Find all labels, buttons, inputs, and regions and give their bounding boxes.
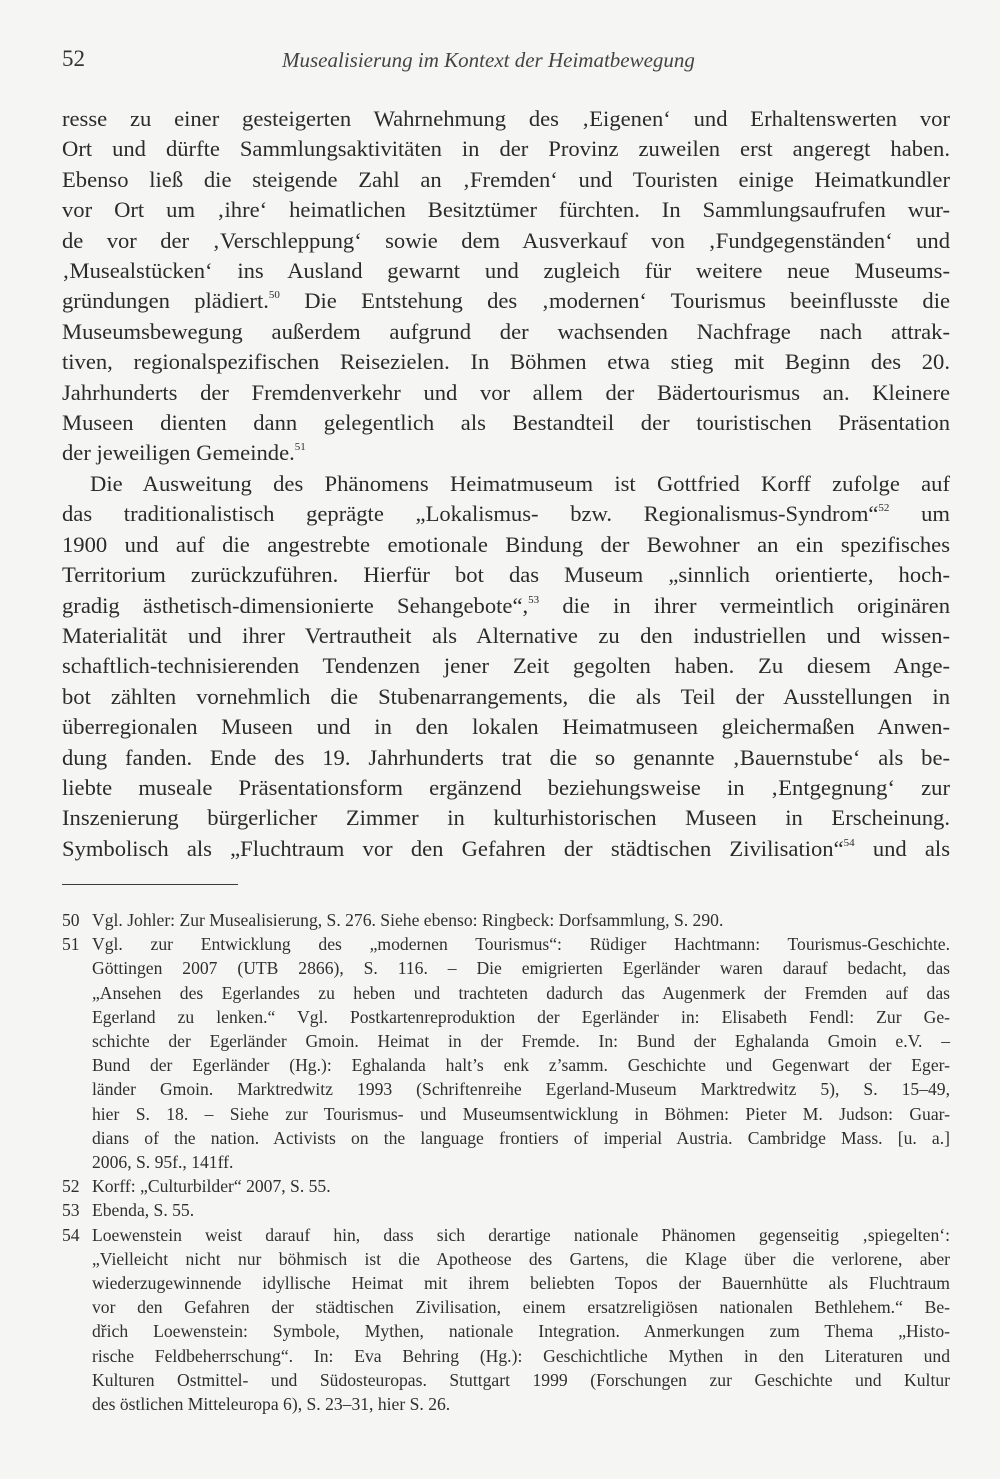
footnote-line: Göttingen 2007 (UTB 2866), S. 116. – Die emigrierten Egerländer waren darauf bedacht, das xyxy=(92,958,950,979)
body-text-span: gradig ästhetisch-dimensionierte Sehangebote“, xyxy=(62,592,529,618)
footnote-number: 53 xyxy=(62,1200,80,1221)
body-line: schaftlich-technisierenden Tendenzen jener Zeit gegolten haben. Zu diesem Ange- xyxy=(62,653,950,679)
body-line: bot zählten vornehmlich die Stubenarrangements, die als Teil der Ausstellungen in xyxy=(62,683,950,709)
body-line: Jahrhunderts der Fremdenverkehr und vor allem der Bädertourismus an. Kleinere xyxy=(62,379,950,405)
footnote-line: 2006, S. 95f., 141ff. xyxy=(92,1152,234,1173)
body-line xyxy=(62,591,950,621)
body-line: dung fanden. Ende des 19. Jahrhunderts trat die so genannte ‚Bauernstube‘ als be- xyxy=(62,744,950,770)
body-line: Materialität und ihrer Vertrautheit als Alternative zu den industriellen und wissen- xyxy=(62,622,950,648)
footnote-line: „Vielleicht nicht nur böhmisch ist die Apotheose des Gartens, die Klage über die verlorene, aber xyxy=(92,1248,950,1269)
body-line: Museen dienten dann gelegentlich als Bestandteil der touristischen Präsentation xyxy=(62,410,950,436)
body-text-span: gründungen plädiert. xyxy=(62,288,269,314)
footnote-line: länder Gmoin. Marktredwitz 1993 (Schriftenreihe Egerland-Museum Marktredwitz 5), S. 15–49, xyxy=(92,1079,950,1100)
body-text-span: und als xyxy=(854,835,950,861)
footnote-line: des östlichen Mitteleuropa 6), S. 23–31, hier S. 26. xyxy=(92,1394,451,1415)
footnote-number: 54 xyxy=(62,1224,80,1245)
body-line: Inszenierung bürgerlicher Zimmer in kulturhistorischen Museen in Erscheinung. xyxy=(62,805,950,831)
body-text-span: Die Entstehung des ‚modernen‘ Tourismus beeinflusste die xyxy=(279,288,950,314)
footnote-51 xyxy=(62,932,950,1174)
body-text-span: der jeweiligen Gemeinde. xyxy=(62,440,295,466)
footnote-line: hier S. 18. – Siehe zur Tourismus- und Museumsentwicklung in Böhmen: Pieter M. Judson: Guar- xyxy=(92,1103,950,1124)
body-line: ‚Musealstücken‘ ins Ausland gewarnt und zugleich für weitere neue Museums- xyxy=(62,258,950,284)
body-line: Die Ausweitung des Phänomens Heimatmuseum ist Gottfried Korff zufolge auf xyxy=(90,470,950,496)
body-line: de vor der ‚Verschleppung‘ sowie dem Ausverkauf von ‚Fundgegenständen‘ und xyxy=(62,227,950,253)
footnote-54 xyxy=(62,1223,950,1417)
footnote-line: Ebenda, S. 55. xyxy=(92,1200,195,1221)
main-text xyxy=(62,104,950,864)
footnote-line: Vgl. Johler: Zur Musealisierung, S. 276. Siehe ebenso: Ringbeck: Dorfsammlung, S. 290. xyxy=(92,910,724,930)
body-text-span: das traditionalistisch geprägte „Lokalismus- bzw. Regionalismus-Syndrom“ xyxy=(62,501,879,527)
footnote-line: dians of the nation. Activists on the language frontiers of imperial Austria. Cambridge Mass. [u. a.] xyxy=(92,1127,950,1148)
footnote-line: Egerland zu lenken.“ Vgl. Postkartenreproduktion der Egerländer in: Elisabeth Fendl: Zur Ge- xyxy=(92,1006,950,1027)
footnote-line: schichte der Egerländer Gmoin. Heimat in der Fremde. In: Bund der Eghalanda Gmoin e.V. – xyxy=(92,1031,950,1052)
page-number: 52 xyxy=(62,46,85,71)
body-line: Ebenso ließ die steigende Zahl an ‚Fremden‘ und Touristen einige Heimatkundler xyxy=(62,166,950,192)
body-text-span: Symbolisch als „Fluchtraum vor den Gefahren der städtischen Zivilisation“ xyxy=(62,835,844,861)
footnote-50 xyxy=(62,908,950,932)
body-line: tiven, regionalspezifischen Reisezielen. In Böhmen etwa stieg mit Beginn des 20. xyxy=(62,349,950,375)
body-line: Museumsbewegung außerdem aufgrund der wachsenden Nachfrage nach attrak- xyxy=(62,318,950,344)
body-line xyxy=(62,499,950,529)
footnote-ref-53[interactable]: 53 xyxy=(528,593,540,606)
footnote-number: 52 xyxy=(62,1176,80,1197)
body-line: Ort und dürfte Sammlungsaktivitäten in der Provinz zuweilen erst angeregt haben. xyxy=(62,136,950,162)
footnote-number: 51 xyxy=(62,934,80,955)
footnote-line: wiederzugewinnende idyllische Heimat mit ihrem beliebten Topos der Bauernhütte als Fluchtraum xyxy=(92,1273,950,1294)
running-title: Musealisierung im Kontext der Heimatbewegung xyxy=(282,48,695,72)
footnote-line: dřich Loewenstein: Symbole, Mythen, nationale Integration. Anmerkungen zum Thema „Histo- xyxy=(92,1321,950,1342)
footnote-line: vor den Gefahren der städtischen Zivilisation, einem ersatzreligiösen nationalen Bethlehem.“ Be- xyxy=(92,1297,950,1318)
footnote-53 xyxy=(62,1198,950,1222)
body-line: überregionalen Museen und in den lokalen Heimatmuseen gleichermaßen Anwen- xyxy=(62,714,950,740)
footnote-ref-52[interactable]: 52 xyxy=(878,502,890,515)
footnote-52 xyxy=(62,1174,950,1198)
footnote-line: „Ansehen des Egerlandes zu heben und trachteten dadurch das Augenmerk der Fremden auf das xyxy=(92,982,950,1003)
body-line xyxy=(62,438,950,468)
footnotes xyxy=(62,908,950,1416)
body-line: resse zu einer gesteigerten Wahrnehmung des ‚Eigenen‘ und Erhaltenswerten vor xyxy=(62,106,950,131)
footnote-ref-51[interactable]: 51 xyxy=(294,441,306,454)
footnote-line: Bund der Egerländer (Hg.): Eghalanda halt’s enk z’samm. Geschichte und Gegenwart der Eger- xyxy=(92,1055,950,1076)
body-line: 1900 und auf die angestrebte emotionale Bindung der Bewohner an ein spezifisches xyxy=(62,531,950,557)
body-text-span: die in ihrer vermeintlich originären xyxy=(539,592,950,618)
body-text-span: um xyxy=(889,501,950,527)
footnote-number: 50 xyxy=(62,910,80,930)
body-line: vor Ort um ‚ihre‘ heimatlichen Besitztümer fürchten. In Sammlungsaufrufen wur- xyxy=(62,197,950,223)
body-line: Territorium zurückzuführen. Hierfür bot das Museum „sinnlich orientierte, hoch- xyxy=(62,562,950,588)
footnote-line: Kulturen Ostmittel- und Südosteuropas. Stuttgart 1999 (Forschungen zur Geschichte und Kultur xyxy=(92,1369,950,1390)
running-head xyxy=(62,46,952,76)
body-line: liebte museale Präsentationsform ergänzend beziehungsweise in ‚Entgegnung‘ zur xyxy=(62,774,950,800)
footnote-line: Vgl. zur Entwicklung des „modernen Tourismus“: Rüdiger Hachtmann: Tourismus-Geschichte. xyxy=(92,934,950,955)
footnote-divider xyxy=(62,884,238,885)
footnote-line: rische Feldbeherrschung“. In: Eva Behring (Hg.): Geschichtliche Mythen in den Literaturen und xyxy=(92,1345,950,1366)
body-line xyxy=(62,834,950,864)
footnote-line: Loewenstein weist darauf hin, dass sich derartige nationale Phänomen gegenseitig ‚spiegelten‘: xyxy=(92,1224,950,1245)
footnote-ref-54[interactable]: 54 xyxy=(843,836,855,849)
body-line xyxy=(62,286,950,316)
footnote-ref-50[interactable]: 50 xyxy=(268,289,280,302)
footnote-line: Korff: „Culturbilder“ 2007, S. 55. xyxy=(92,1176,331,1197)
